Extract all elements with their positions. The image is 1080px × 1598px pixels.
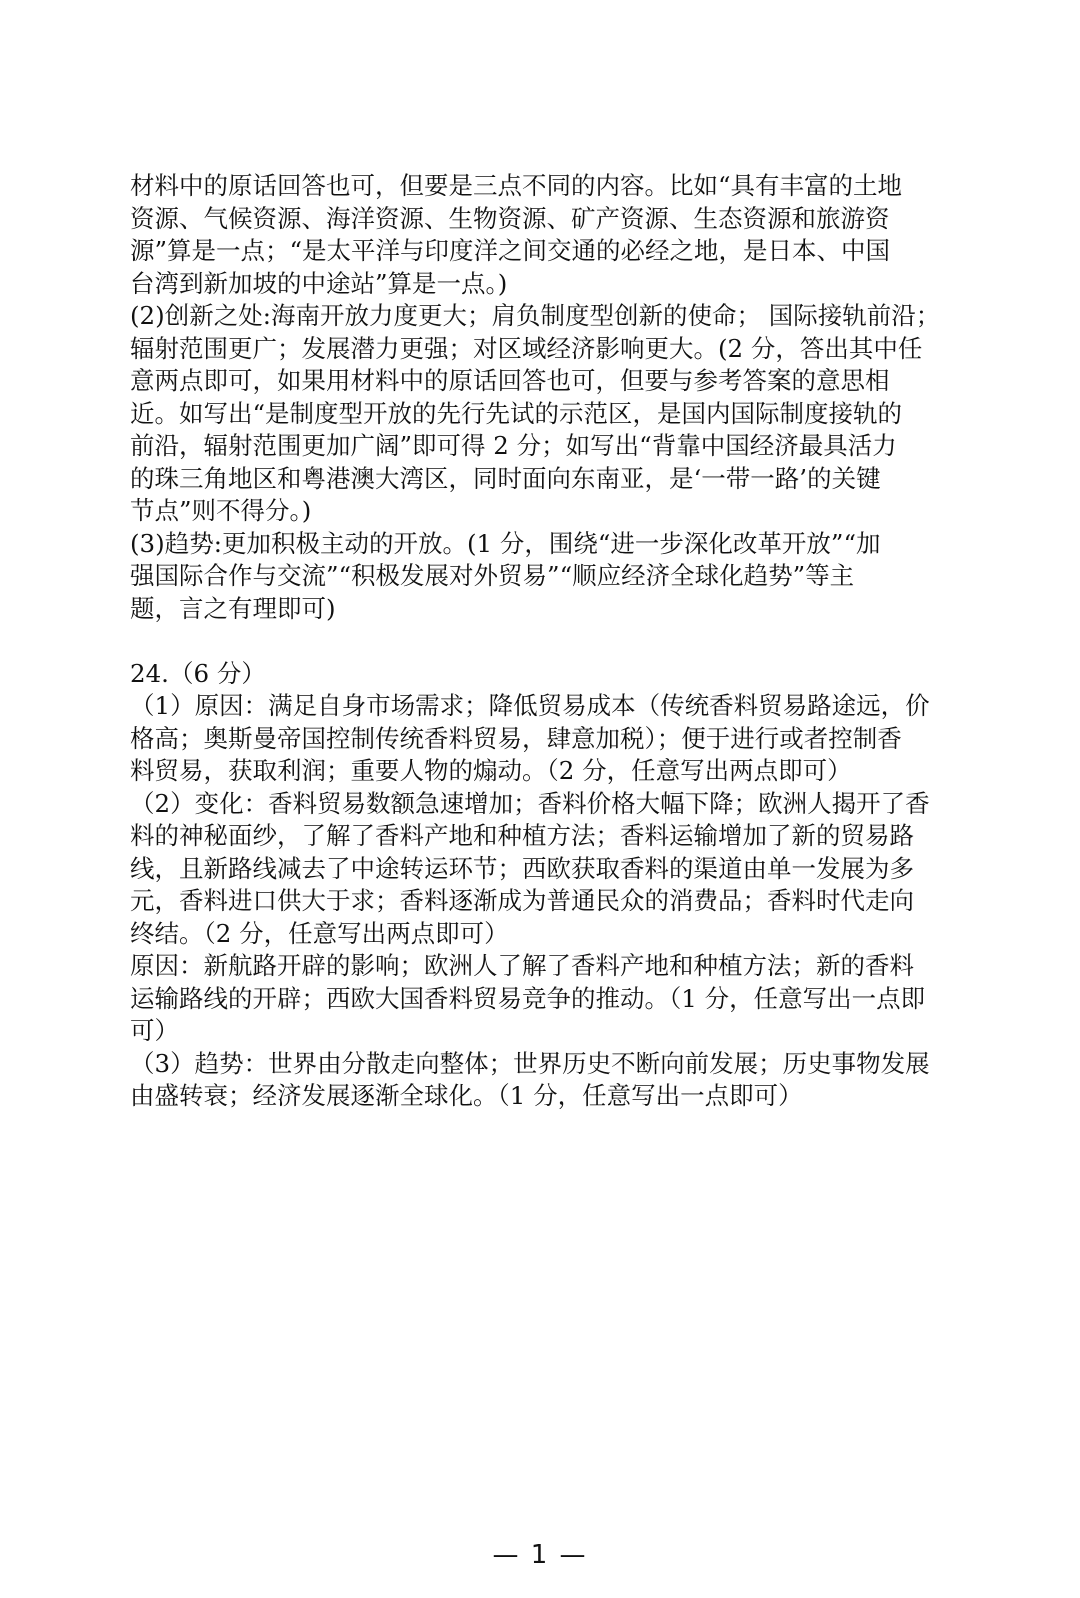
block1-text-line: 源”算是一点；“是太平洋与印度洋之间交通的必经之地，是日本、中国 (130, 236, 891, 265)
document-body (130, 170, 960, 1113)
block2-text-line: 料的神秘面纱，了解了香料产地和种植方法；香料运输增加了新的贸易路 (130, 821, 914, 850)
block2-text-line: （1）原因：满足自身市场需求；降低贸易成本（传统香料贸易路途远，价 (130, 691, 930, 720)
block2-text-line: （3）趋势：世界由分散走向整体；世界历史不断向前发展；历史事物发展 (130, 1048, 930, 1078)
block1-text-line: (2)创新之处:海南开放力度更大；肩负制度型创新的使命； 国际接轨前沿； (130, 301, 941, 330)
answer-block-24 (130, 658, 960, 1113)
block2-text-line: 格高；奥斯曼帝国控制传统香料贸易，肆意加税）；便于进行或者控制香 (130, 723, 902, 753)
block2-text-line: 运输路线的开辟；西欧大国香料贸易竞争的推动。（1 分，任意写出一点即 (130, 983, 926, 1013)
answer-block-23 (130, 170, 960, 625)
block2-text-line: 终结。（2 分，任意写出两点即可） (130, 918, 509, 948)
block1-text-line: 前沿，辐射范围更加广阔”即可得 2 分；如写出“背靠中国经济最具活力 (130, 431, 897, 460)
block2-text-line: 可） (130, 1016, 179, 1045)
block1-text-line: 强国际合作与交流”“积极发展对外贸易”“顺应经济全球化趋势”等主 (130, 561, 855, 590)
block1-text-line: 近。如写出“是制度型开放的先行先试的示范区，是国内国际制度接轨的 (130, 398, 903, 428)
block1-text-line: 题，言之有理即可) (130, 593, 336, 623)
paragraph-gap (130, 625, 960, 658)
block2-text-line: 元，香料进口供大于求；香料逐渐成为普通民众的消费品；香料时代走向 (130, 886, 914, 915)
page-number: — 1 — (492, 1540, 588, 1570)
block2-text-line: 由盛转衰；经济发展逐渐全球化。（1 分，任意写出一点即可） (130, 1081, 803, 1110)
block2-text-line: 原因：新航路开辟的影响；欧洲人了解了香料产地和种植方法；新的香料 (130, 951, 914, 980)
block2-text-line: 线，且新路线减去了中途转运环节；西欧获取香料的渠道由单一发展为多 (130, 853, 914, 883)
block1-text-line: 台湾到新加坡的中途站”算是一点。) (130, 268, 508, 298)
block1-text-line: 资源、气候资源、海洋资源、生物资源、矿产资源、生态资源和旅游资 (130, 203, 890, 233)
block2-text-line: 料贸易，获取利润；重要人物的煽动。（2 分，任意写出两点即可） (130, 756, 852, 785)
block1-text-line: 的珠三角地区和粤港澳大湾区，同时面向东南亚，是‘一带一路’的关键 (130, 463, 881, 493)
block1-text-line: 意两点即可，如果用材料中的原话回答也可，但要与参考答案的意思相 (130, 366, 890, 395)
block2-text-line: 24.（6 分） (130, 658, 266, 688)
block1-text-line: 节点”则不得分。) (130, 496, 312, 525)
block1-text-line: 材料中的原话回答也可，但要是三点不同的内容。比如“具有丰富的土地 (130, 171, 903, 200)
block2-text-line: （2）变化：香料贸易数额急速增加；香料价格大幅下降；欧洲人揭开了香 (130, 788, 930, 818)
block1-text-line: (3)趋势:更加积极主动的开放。(1 分，围绕“进一步深化改革开放”“加 (130, 528, 881, 558)
block1-text-line: 辐射范围更广；发展潜力更强；对区域经济影响更大。(2 分，答出其中任 (130, 333, 923, 363)
